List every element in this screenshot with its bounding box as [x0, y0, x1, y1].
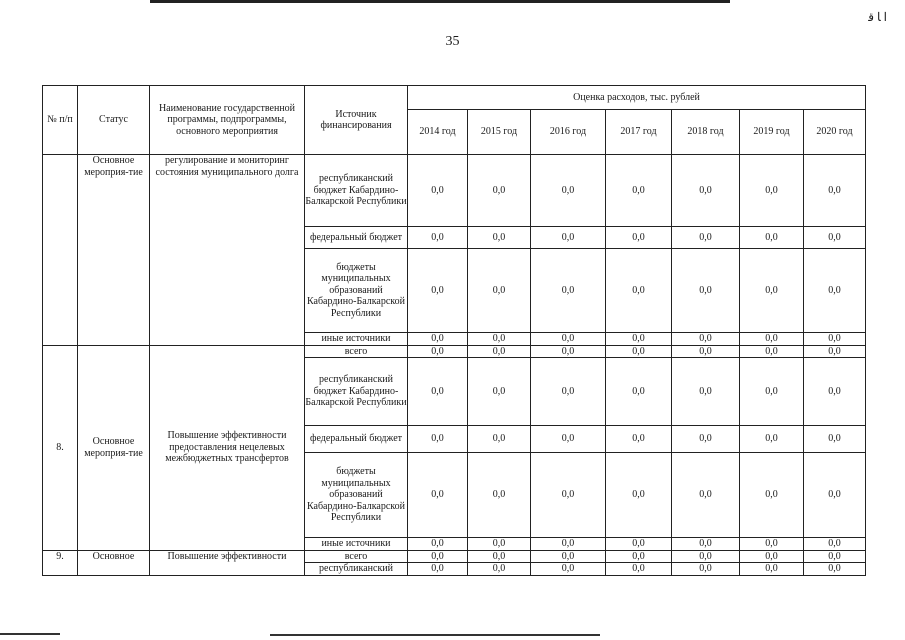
cost-value: 0,0: [531, 358, 606, 426]
table-row: [43, 550, 866, 563]
cost-value: 0,0: [408, 358, 468, 426]
header-year: 2017 год: [606, 110, 672, 155]
cost-value: 0,0: [408, 345, 468, 358]
cost-value: 0,0: [672, 426, 740, 453]
cost-value: 0,0: [408, 563, 468, 576]
cost-value: 0,0: [408, 453, 468, 538]
cost-value: 0,0: [606, 227, 672, 249]
cost-value: 0,0: [804, 538, 866, 551]
cost-value: 0,0: [740, 550, 804, 563]
cost-value: 0,0: [606, 358, 672, 426]
cost-value: 0,0: [606, 155, 672, 227]
funding-source: бюджеты муниципальных образований Кабардино-Балкарской Республики: [305, 453, 408, 538]
cost-value: 0,0: [804, 550, 866, 563]
cost-value: 0,0: [606, 426, 672, 453]
cost-value: 0,0: [531, 249, 606, 333]
cost-value: 0,0: [531, 550, 606, 563]
row-status: Основное: [78, 550, 150, 576]
corner-handwritten-mark: ﺍ ﺎ ﻗ: [868, 10, 887, 24]
row-status: Основное мероприя-тие: [78, 345, 150, 550]
cost-value: 0,0: [740, 345, 804, 358]
header-status: Статус: [78, 86, 150, 155]
cost-value: 0,0: [531, 155, 606, 227]
cost-value: 0,0: [606, 333, 672, 346]
cost-value: 0,0: [408, 155, 468, 227]
cost-value: 0,0: [672, 538, 740, 551]
cost-value: 0,0: [672, 333, 740, 346]
cost-value: 0,0: [804, 227, 866, 249]
cost-value: 0,0: [672, 563, 740, 576]
cost-value: 0,0: [740, 227, 804, 249]
budget-table: [42, 85, 866, 576]
table-row: [43, 155, 866, 227]
cost-value: 0,0: [672, 358, 740, 426]
table-row: [43, 345, 866, 358]
cost-value: 0,0: [531, 453, 606, 538]
header-year: 2020 год: [804, 110, 866, 155]
funding-source: иные источники: [305, 538, 408, 551]
cost-value: 0,0: [804, 333, 866, 346]
cost-value: 0,0: [531, 333, 606, 346]
header-year: 2018 год: [672, 110, 740, 155]
row-name: Повышение эффективности предоставления нецелевых межбюджетных трансфертов: [150, 345, 305, 550]
cost-value: 0,0: [672, 453, 740, 538]
row-number: [43, 155, 78, 346]
cost-value: 0,0: [468, 563, 531, 576]
cost-value: 0,0: [672, 155, 740, 227]
cost-value: 0,0: [468, 249, 531, 333]
funding-source: федеральный бюджет: [305, 426, 408, 453]
header-year: 2016 год: [531, 110, 606, 155]
cost-value: 0,0: [408, 333, 468, 346]
header-source: Источник финансирования: [305, 86, 408, 155]
cost-value: 0,0: [408, 227, 468, 249]
cost-value: 0,0: [672, 249, 740, 333]
cost-value: 0,0: [408, 249, 468, 333]
header-costs: Оценка расходов, тыс. рублей: [408, 86, 866, 110]
funding-source: республиканский бюджет Кабардино-Балкарской Республики: [305, 358, 408, 426]
page-number: 35: [445, 34, 460, 49]
cost-value: 0,0: [804, 155, 866, 227]
cost-value: 0,0: [468, 155, 531, 227]
cost-value: 0,0: [804, 453, 866, 538]
cost-value: 0,0: [531, 538, 606, 551]
cost-value: 0,0: [606, 550, 672, 563]
cost-value: 0,0: [740, 563, 804, 576]
scan-edge-bottom-left: [0, 633, 60, 635]
cost-value: 0,0: [672, 345, 740, 358]
scan-edge-top: [150, 0, 730, 3]
row-number: 9.: [43, 550, 78, 576]
header-year: 2014 год: [408, 110, 468, 155]
cost-value: 0,0: [740, 538, 804, 551]
cost-value: 0,0: [740, 249, 804, 333]
funding-source: республиканский бюджет Кабардино-Балкарской Республики: [305, 155, 408, 227]
row-status: Основное мероприя-тие: [78, 155, 150, 346]
cost-value: 0,0: [408, 538, 468, 551]
funding-source: всего: [305, 550, 408, 563]
cost-value: 0,0: [740, 453, 804, 538]
cost-value: 0,0: [606, 563, 672, 576]
cost-value: 0,0: [606, 249, 672, 333]
row-name: Повышение эффективности: [150, 550, 305, 576]
cost-value: 0,0: [740, 155, 804, 227]
funding-source: иные источники: [305, 333, 408, 346]
funding-source: всего: [305, 345, 408, 358]
cost-value: 0,0: [606, 453, 672, 538]
cost-value: 0,0: [468, 426, 531, 453]
cost-value: 0,0: [468, 358, 531, 426]
header-name: Наименование государственной программы, подпрограммы, основного мероприятия: [150, 86, 305, 155]
cost-value: 0,0: [672, 550, 740, 563]
cost-value: 0,0: [606, 538, 672, 551]
cost-value: 0,0: [740, 333, 804, 346]
cost-value: 0,0: [468, 453, 531, 538]
cost-value: 0,0: [804, 249, 866, 333]
cost-value: 0,0: [468, 333, 531, 346]
cost-value: 0,0: [468, 538, 531, 551]
cost-value: 0,0: [606, 345, 672, 358]
cost-value: 0,0: [531, 563, 606, 576]
cost-value: 0,0: [408, 426, 468, 453]
header-year: 2019 год: [740, 110, 804, 155]
scan-edge-bottom: [270, 634, 600, 636]
cost-value: 0,0: [531, 345, 606, 358]
funding-source: бюджеты муниципальных образований Кабардино-Балкарской Республики: [305, 249, 408, 333]
cost-value: 0,0: [804, 345, 866, 358]
cost-value: 0,0: [468, 550, 531, 563]
cost-value: 0,0: [672, 227, 740, 249]
cost-value: 0,0: [804, 358, 866, 426]
row-number: 8.: [43, 345, 78, 550]
header-num: № п/п: [43, 86, 78, 155]
funding-source: республиканский: [305, 563, 408, 576]
cost-value: 0,0: [531, 227, 606, 249]
header-year: 2015 год: [468, 110, 531, 155]
cost-value: 0,0: [740, 358, 804, 426]
cost-value: 0,0: [531, 426, 606, 453]
cost-value: 0,0: [740, 426, 804, 453]
cost-value: 0,0: [804, 563, 866, 576]
row-name: регулирование и мониторинг состояния муниципального долга: [150, 155, 305, 346]
cost-value: 0,0: [804, 426, 866, 453]
cost-value: 0,0: [468, 227, 531, 249]
funding-source: федеральный бюджет: [305, 227, 408, 249]
cost-value: 0,0: [468, 345, 531, 358]
cost-value: 0,0: [408, 550, 468, 563]
